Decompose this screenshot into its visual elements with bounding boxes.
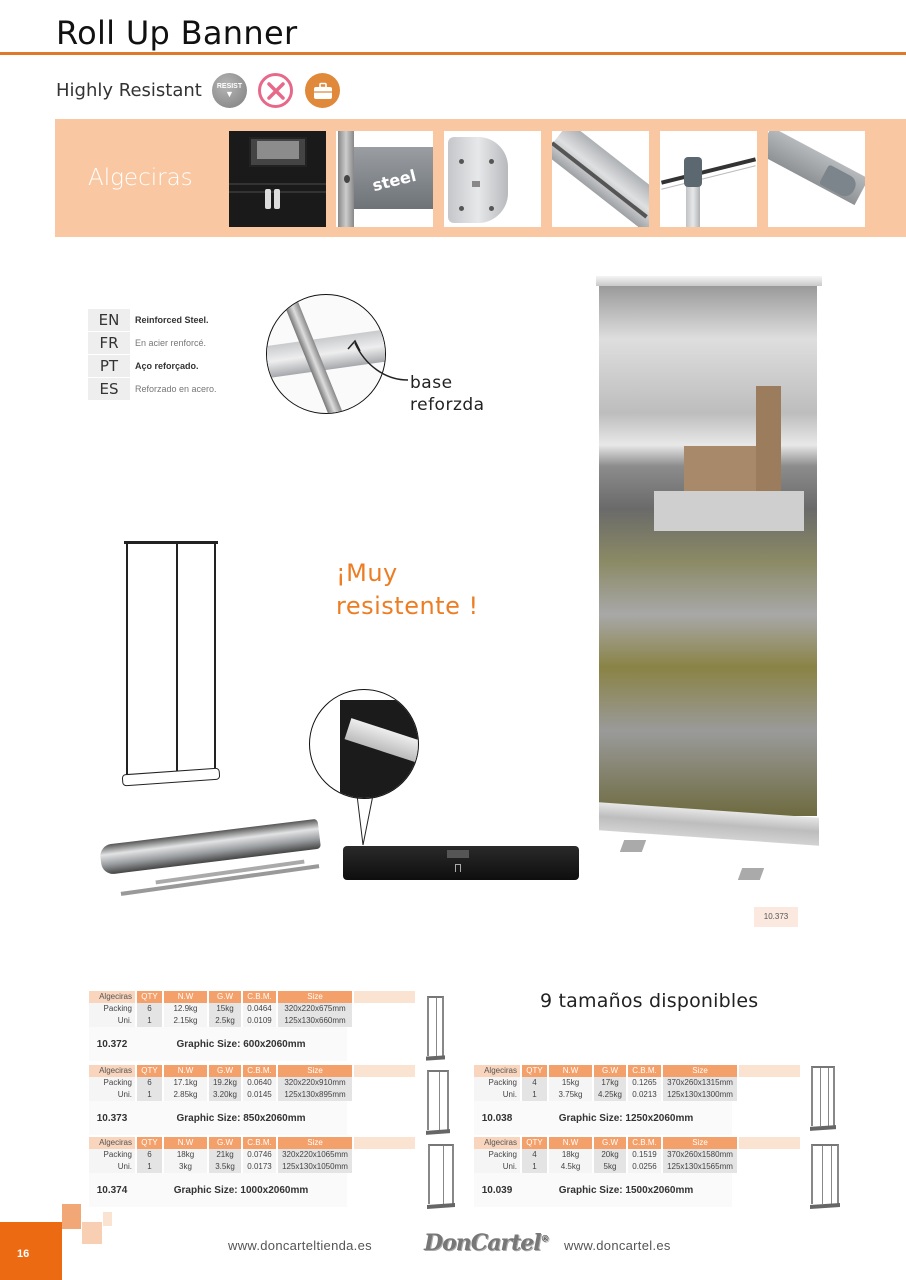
row-label: Uni. xyxy=(474,1161,520,1173)
header-qty: QTY xyxy=(522,1137,547,1149)
arrow-down-icon: ▼ xyxy=(225,88,234,99)
header-gw: G.W xyxy=(594,1137,626,1149)
spec-table-10-374 xyxy=(89,1137,415,1207)
product-code: 10.373 xyxy=(96,1112,128,1124)
size-cell: 125x130x1300mm xyxy=(663,1089,737,1101)
qty-cell: 6 xyxy=(137,1149,162,1161)
spec-table-10-373 xyxy=(89,1065,415,1135)
carry-bag-zipper-photo xyxy=(229,131,326,227)
header-gw: G.W xyxy=(594,1065,626,1077)
product-code: 10.038 xyxy=(481,1112,513,1124)
product-code: 10.372 xyxy=(96,1038,128,1050)
gw-cell: 3.5kg xyxy=(209,1161,241,1173)
header-nw: N.W xyxy=(549,1065,592,1077)
nw-cell: 15kg xyxy=(549,1077,592,1089)
size-cell: 125x130x660mm xyxy=(278,1015,352,1027)
size-cell: 320x220x675mm xyxy=(278,1003,352,1015)
unit-row xyxy=(89,1015,415,1027)
gw-cell: 5kg xyxy=(594,1161,626,1173)
header-model: Algeciras xyxy=(474,1065,520,1077)
lang-text-fr: En acier renforcé. xyxy=(135,338,207,348)
header-size: Size xyxy=(278,1137,352,1149)
nw-cell: 2.15kg xyxy=(164,1015,207,1027)
graphic-size: Graphic Size: 850x2060mm xyxy=(176,1112,306,1124)
product-code: 10.374 xyxy=(96,1184,128,1196)
cbm-cell: 0.0464 xyxy=(243,1003,276,1015)
qty-cell: 1 xyxy=(137,1161,162,1173)
model-name: Algeciras xyxy=(88,165,193,191)
page-subtitle: Highly Resistant xyxy=(56,80,202,101)
header-model: Algeciras xyxy=(474,1137,520,1149)
header-nw: N.W xyxy=(549,1137,592,1149)
cbm-cell: 0.0213 xyxy=(628,1089,661,1101)
page-title: Roll Up Banner xyxy=(56,14,298,52)
qty-cell: 4 xyxy=(522,1077,547,1089)
graphic-size: Graphic Size: 1250x2060mm xyxy=(558,1112,694,1124)
nw-cell: 4.5kg xyxy=(549,1161,592,1173)
lang-text-pt: Aço reforçado. xyxy=(135,361,199,371)
nw-cell: 18kg xyxy=(549,1149,592,1161)
gw-cell: 17kg xyxy=(594,1077,626,1089)
spec-header-row xyxy=(89,1065,415,1077)
qty-cell: 6 xyxy=(137,1077,162,1089)
no-tools-icon xyxy=(258,73,293,108)
packing-row xyxy=(89,1003,415,1015)
banner-graphic-photo xyxy=(599,286,817,816)
cbm-cell: 0.0173 xyxy=(243,1161,276,1173)
base-note-line2: reforzda xyxy=(410,395,485,415)
size-cell: 125x130x1050mm xyxy=(278,1161,352,1173)
header-model: Algeciras xyxy=(89,1137,135,1149)
row-label: Uni. xyxy=(89,1161,135,1173)
size-cell: 370x260x1315mm xyxy=(663,1077,737,1089)
banner-top-bar xyxy=(596,276,822,286)
header-gw: G.W xyxy=(209,1137,241,1149)
callout-arrow-icon xyxy=(340,335,410,385)
spec-table-10-039 xyxy=(474,1137,800,1207)
bag-detail-callout xyxy=(309,689,419,799)
base-profile-photo xyxy=(552,131,649,227)
spec-footer xyxy=(89,1027,347,1061)
gw-cell: 15kg xyxy=(209,1003,241,1015)
stand-line-drawing xyxy=(124,541,218,781)
gw-cell: 4.25kg xyxy=(594,1089,626,1101)
unit-row xyxy=(474,1161,800,1173)
row-label: Packing xyxy=(89,1149,135,1161)
nw-cell: 2.85kg xyxy=(164,1089,207,1101)
decor-square xyxy=(82,1222,102,1244)
graphic-size: Graphic Size: 600x2060mm xyxy=(176,1038,306,1050)
graphic-size: Graphic Size: 1500x2060mm xyxy=(558,1184,694,1196)
carry-bag-photo xyxy=(343,846,579,880)
gw-cell: 19.2kg xyxy=(209,1077,241,1089)
crossed-tools-icon xyxy=(264,79,288,103)
row-label: Uni. xyxy=(89,1015,135,1027)
header-gw: G.W xyxy=(209,1065,241,1077)
base-endcap-photo xyxy=(444,131,541,227)
size-cell: 320x220x1065mm xyxy=(278,1149,352,1161)
unit-row xyxy=(89,1161,415,1173)
nw-cell: 3kg xyxy=(164,1161,207,1173)
lang-text-es: Reforzado en acero. xyxy=(135,384,217,394)
pole-clip-photo xyxy=(660,131,757,227)
spec-footer xyxy=(89,1101,347,1135)
nw-cell: 12.9kg xyxy=(164,1003,207,1015)
header-size: Size xyxy=(278,991,352,1003)
header-size: Size xyxy=(663,1137,737,1149)
header-model: Algeciras xyxy=(89,1065,135,1077)
shop-url-link[interactable]: www.doncarteltienda.es xyxy=(228,1238,372,1253)
title-divider xyxy=(0,52,906,55)
lang-code-fr: FR xyxy=(88,332,130,354)
doncartel-logo xyxy=(424,1230,549,1256)
size-cell: 125x130x1565mm xyxy=(663,1161,737,1173)
row-label: Uni. xyxy=(474,1089,520,1101)
product-code: 10.039 xyxy=(481,1184,513,1196)
muy-resistente-note xyxy=(336,557,479,623)
cbm-cell: 0.0746 xyxy=(243,1149,276,1161)
header-cbm: C.B.M. xyxy=(243,991,276,1003)
foot-photo xyxy=(768,131,865,227)
header-nw: N.W xyxy=(164,991,207,1003)
spec-header-row xyxy=(89,991,415,1003)
carry-case-icon xyxy=(305,73,340,108)
base-note-line1: base xyxy=(410,373,453,393)
spec-header-row xyxy=(474,1065,800,1077)
stand-size-icon xyxy=(811,1144,839,1204)
header-qty: QTY xyxy=(137,1065,162,1077)
banner-ref-tag: 10.373 xyxy=(754,907,798,927)
decor-square xyxy=(62,1204,81,1229)
stand-size-icon xyxy=(428,1144,454,1204)
lang-code-es: ES xyxy=(88,378,130,400)
banner-foot-right xyxy=(738,868,764,880)
nw-cell: 17.1kg xyxy=(164,1077,207,1089)
header-cbm: C.B.M. xyxy=(628,1137,661,1149)
packing-row xyxy=(474,1149,800,1161)
lang-code-pt: PT xyxy=(88,355,130,377)
qty-cell: 4 xyxy=(522,1149,547,1161)
cbm-cell: 0.1519 xyxy=(628,1149,661,1161)
row-label: Packing xyxy=(474,1149,520,1161)
lang-text-en: Reinforced Steel. xyxy=(135,315,209,325)
header-qty: QTY xyxy=(137,991,162,1003)
gw-cell: 2.5kg xyxy=(209,1015,241,1027)
header-cbm: C.B.M. xyxy=(628,1065,661,1077)
row-label: Packing xyxy=(89,1077,135,1089)
briefcase-icon xyxy=(313,82,333,100)
base-and-poles-photo xyxy=(99,819,321,876)
spec-table-10-038 xyxy=(474,1065,800,1135)
steel-profile-photo xyxy=(336,131,433,227)
packing-row xyxy=(89,1077,415,1089)
base-note xyxy=(410,372,485,416)
stand-size-icon xyxy=(427,1070,449,1130)
decor-square xyxy=(103,1212,112,1226)
header-nw: N.W xyxy=(164,1137,207,1149)
qty-cell: 1 xyxy=(137,1015,162,1027)
row-label: Packing xyxy=(89,1003,135,1015)
header-gw: G.W xyxy=(209,991,241,1003)
cbm-cell: 0.0109 xyxy=(243,1015,276,1027)
muy-line1: ¡Muy xyxy=(336,559,398,587)
spec-header-row xyxy=(89,1137,415,1149)
row-label: Uni. xyxy=(89,1089,135,1101)
spec-footer xyxy=(89,1173,347,1207)
qty-cell: 6 xyxy=(137,1003,162,1015)
spec-table-10-372 xyxy=(89,991,415,1061)
header-nw: N.W xyxy=(164,1065,207,1077)
header-qty: QTY xyxy=(522,1065,547,1077)
registered-mark: ® xyxy=(540,1234,549,1245)
header-cbm: C.B.M. xyxy=(243,1065,276,1077)
nw-cell: 3.75kg xyxy=(549,1089,592,1101)
header-size: Size xyxy=(663,1065,737,1077)
qty-cell: 1 xyxy=(522,1089,547,1101)
graphic-size: Graphic Size: 1000x2060mm xyxy=(173,1184,309,1196)
unit-row xyxy=(474,1089,800,1101)
gw-cell: 20kg xyxy=(594,1149,626,1161)
logo-text: DonCartel xyxy=(424,1230,541,1256)
qty-cell: 1 xyxy=(137,1089,162,1101)
page-number-box xyxy=(0,1222,62,1280)
cbm-cell: 0.0256 xyxy=(628,1161,661,1173)
stand-size-icon xyxy=(811,1066,835,1126)
cbm-cell: 0.1265 xyxy=(628,1077,661,1089)
gw-cell: 21kg xyxy=(209,1149,241,1161)
steel-label: steel xyxy=(370,165,418,196)
gw-cell: 3.20kg xyxy=(209,1089,241,1101)
packing-row xyxy=(474,1077,800,1089)
unit-row xyxy=(89,1089,415,1101)
page-number: 16 xyxy=(17,1248,30,1260)
size-cell: 320x220x910mm xyxy=(278,1077,352,1089)
qty-cell: 1 xyxy=(522,1161,547,1173)
spec-footer xyxy=(474,1173,732,1207)
packing-row xyxy=(89,1149,415,1161)
banner-foot-left xyxy=(620,840,646,852)
spec-header-row xyxy=(474,1137,800,1149)
size-cell: 370x260x1580mm xyxy=(663,1149,737,1161)
header-size: Size xyxy=(278,1065,352,1077)
spec-footer xyxy=(474,1101,732,1135)
cbm-cell: 0.0145 xyxy=(243,1089,276,1101)
sizes-available-note: 9 tamaños disponibles xyxy=(540,990,759,1012)
cbm-cell: 0.0640 xyxy=(243,1077,276,1089)
size-cell: 125x130x895mm xyxy=(278,1089,352,1101)
muy-line2: resistente ! xyxy=(336,592,479,620)
header-cbm: C.B.M. xyxy=(243,1137,276,1149)
header-qty: QTY xyxy=(137,1137,162,1149)
nw-cell: 18kg xyxy=(164,1149,207,1161)
stand-size-icon xyxy=(427,996,444,1056)
resist-icon xyxy=(212,73,247,108)
header-model: Algeciras xyxy=(89,991,135,1003)
site-url-link[interactable]: www.doncartel.es xyxy=(564,1238,671,1253)
resist-icon-label: RESIST xyxy=(216,82,243,90)
row-label: Packing xyxy=(474,1077,520,1089)
lang-code-en: EN xyxy=(88,309,130,331)
